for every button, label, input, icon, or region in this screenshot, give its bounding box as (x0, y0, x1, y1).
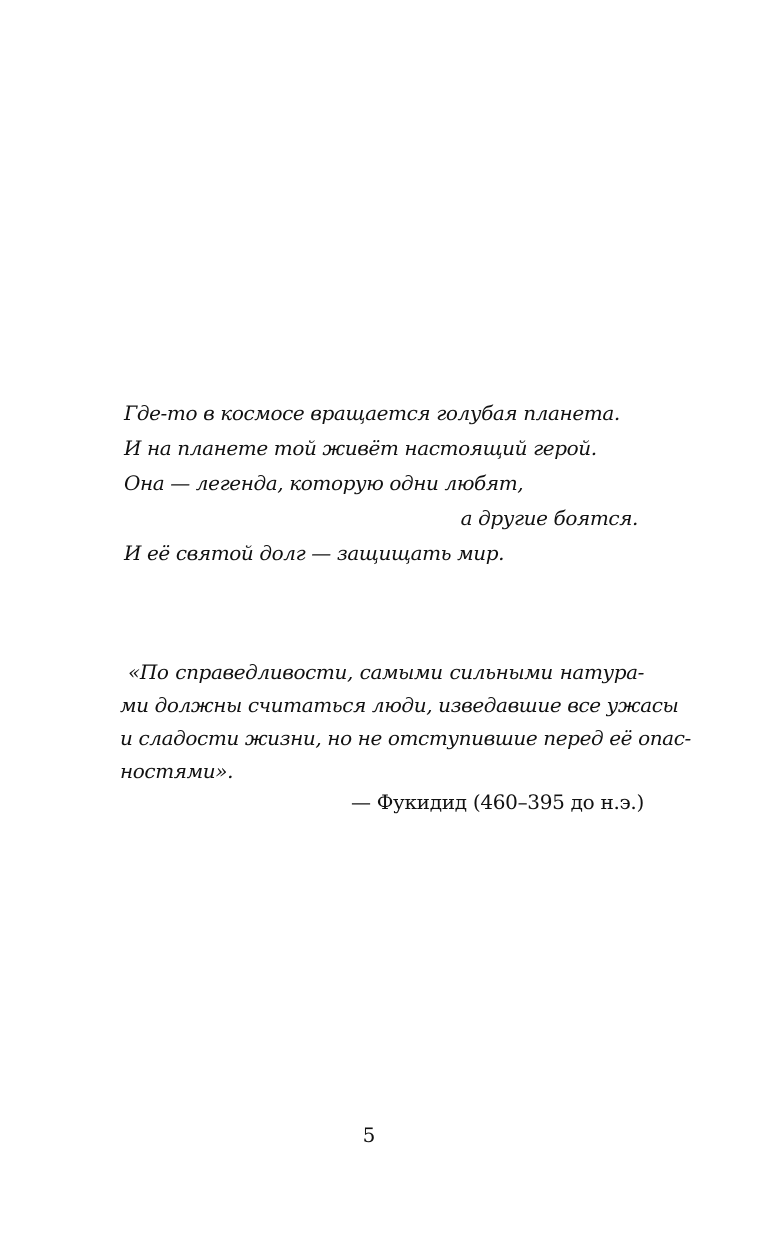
quote-line: «По справедливости, самыми сильными натура- (128, 660, 644, 684)
quote-epigraph (120, 656, 691, 788)
poem-epigraph (124, 396, 644, 571)
quote-line: и сладости жизни, но не отступившие перед её опас- (120, 726, 691, 750)
poem-line: Где-то в космосе вращается голубая планета. (124, 401, 620, 425)
quote-line: ностями». (120, 759, 234, 783)
page-number: 5 (362, 1123, 376, 1147)
poem-line: а другие боятся. (460, 506, 638, 530)
quote-attribution: — Фукидид (460–395 до н.э.) (350, 790, 644, 814)
poem-line: И её святой долг — защищать мир. (124, 541, 505, 565)
quote-line: ми должны считаться люди, изведавшие все ужасы (120, 693, 679, 717)
poem-line: Она — легенда, которую одни любят, (124, 471, 524, 495)
poem-line: И на планете той живёт настоящий герой. (124, 436, 597, 460)
